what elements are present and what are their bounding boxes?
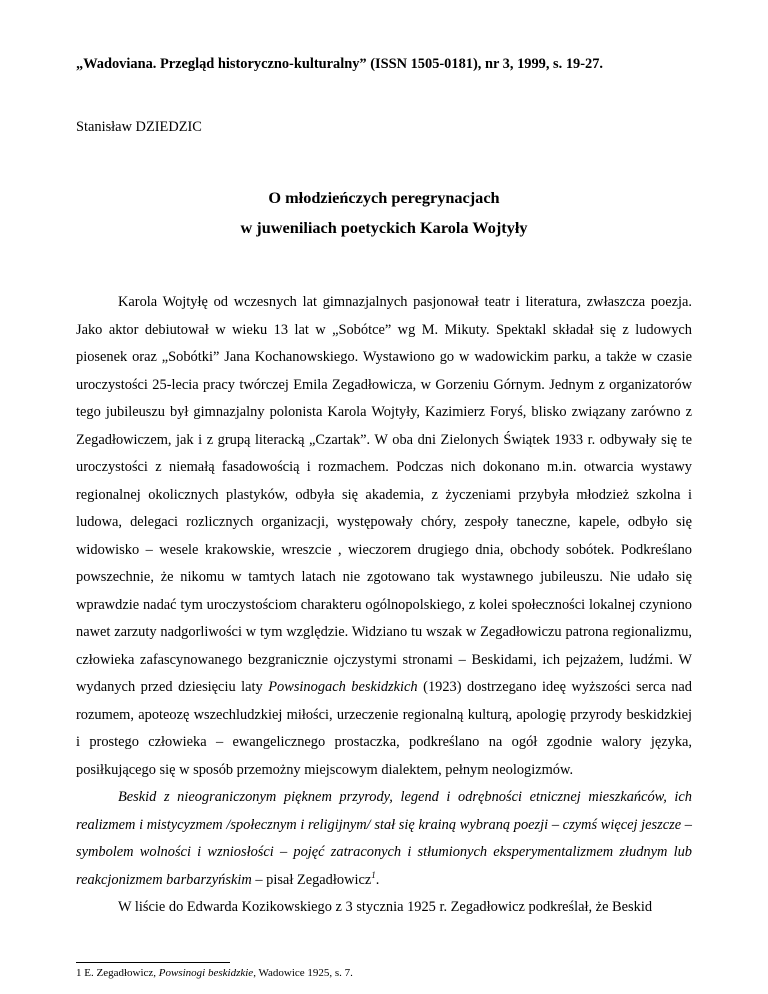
footnote-book-title: Powsinogi beskidzkie <box>158 967 254 979</box>
article-body <box>76 289 692 922</box>
footnote-suffix: , Wadowice 1925, s. 7. <box>253 967 353 979</box>
footnote-prefix: 1 E. Zegadłowicz, <box>76 967 157 979</box>
paragraph-3: W liście do Edwarda Kozikowskiego z 3 stycznia 1925 r. Zegadłowicz podkreślał, że Beskid <box>118 899 653 915</box>
paragraph-quote <box>76 784 692 894</box>
paragraph-1-text-b: (1923) dostrzegano ideę wyższości serca nad rozumem, apoteozę wszechludzkiej miłości, urzeczenie regionalną kulturą, apologię przyrody beskidzkiej i prostego człowieka – ewangelicznego prostaczka, podkreślano na ogół zgodnie walory języka, posiłkującego się w sposób przemożny miejscowym dialektem, pełnym neologizmów. <box>76 679 693 778</box>
book-title-powsinogi: Powsinogach beskidzkich <box>268 679 418 695</box>
publication-citation: „Wadoviana. Przegląd historyczno-kulturalny” (ISSN 1505-0181), nr 3, 1999, s. 19-27. <box>76 56 604 72</box>
quote-attribution: – pisał Zegadłowicz <box>255 871 372 888</box>
quote-text: Beskid z nieograniczonym pięknem przyrody, legend i odrębności etnicznej mieszkańców, ich realizmem i mistycyzmem /społecznym i religijnym/ stał się krainą wybraną poezji – czymś więcej jeszcze – symbolem wolności i wzniosłości – pojęć zatraconych i stłumionych eksperymentalizmem złudnym lub reakcjonizmem barbarzyńskim <box>76 789 692 888</box>
paragraph-1 <box>76 289 692 784</box>
title-line-2: w juweniliach poetyckich Karola Wojtyły <box>240 218 528 237</box>
paragraph-1-text-a: Karola Wojtyłę od wczesnych lat gimnazjalnych pasjonował teatr i literatura, zwłaszcza poezja. Jako aktor debiutował w wieku 13 lat w „Sobótce” wg M. Mikuty. Spektakl składał się z ludowych piosenek oraz „Sobótki” Jana Kochanowskiego. Wystawiono go w wadowickim parku, a także w czasie uroczystości 25-lecia pracy twórczej Emila Zegadłowicza, w Gorzeniu Górnym. Jednym z organizatorów tego jubileuszu był gimnazjalny polonista Karola Wojtyły, Kazimierz Foryś, blisko związany zarówno z Zegadłowiczem, jak i z grupą literacką „Czartak”. W oba dni Zielonych Świątek 1933 r. odbywały się te uroczystości z niemałą fasadowością i rozmachem. Podczas nich dokonano m.in. otwarcia wystawy regionalnej okolicznych plastyków, odbyła się akademia, z życzeniami przybyła młodzież szkolna i ludowa, delegaci rozlicznych organizacji, występowały chóry, zespoły taneczne, kapele, odbyło się widowisko – wesele krakowskie, wreszcie , wieczorem drugiego dnia, obchody sobótek. Podkreślano powszechnie, że nikomu w tamtych latach nie zgotowano tak wystawnego jubileuszu. Nie udało się wprawdzie nadać tym uroczystościom charakteru ogólnopolskiego, z kolei społeczności lokalnej czyniono nawet zarzuty nadgorliwości w tym względzie. Widziano tu wszak w Zegadłowiczu patrona regionalizmu, człowieka zafascynowanego bezgranicznie ojczystymi stronami – Beskidami, ich pejzażem, ludźmi. W wydanych przed dziesięciu laty <box>76 294 692 695</box>
article-title <box>76 183 692 243</box>
footnote-reference[interactable]: 1 <box>371 869 376 880</box>
footnote-divider <box>76 962 230 963</box>
author-name: Stanisław DZIEDZIC <box>76 119 202 135</box>
title-line-1: O młodzieńczych peregrynacjach <box>268 188 500 207</box>
quote-end: . <box>375 871 380 888</box>
footnote-1 <box>76 966 353 980</box>
